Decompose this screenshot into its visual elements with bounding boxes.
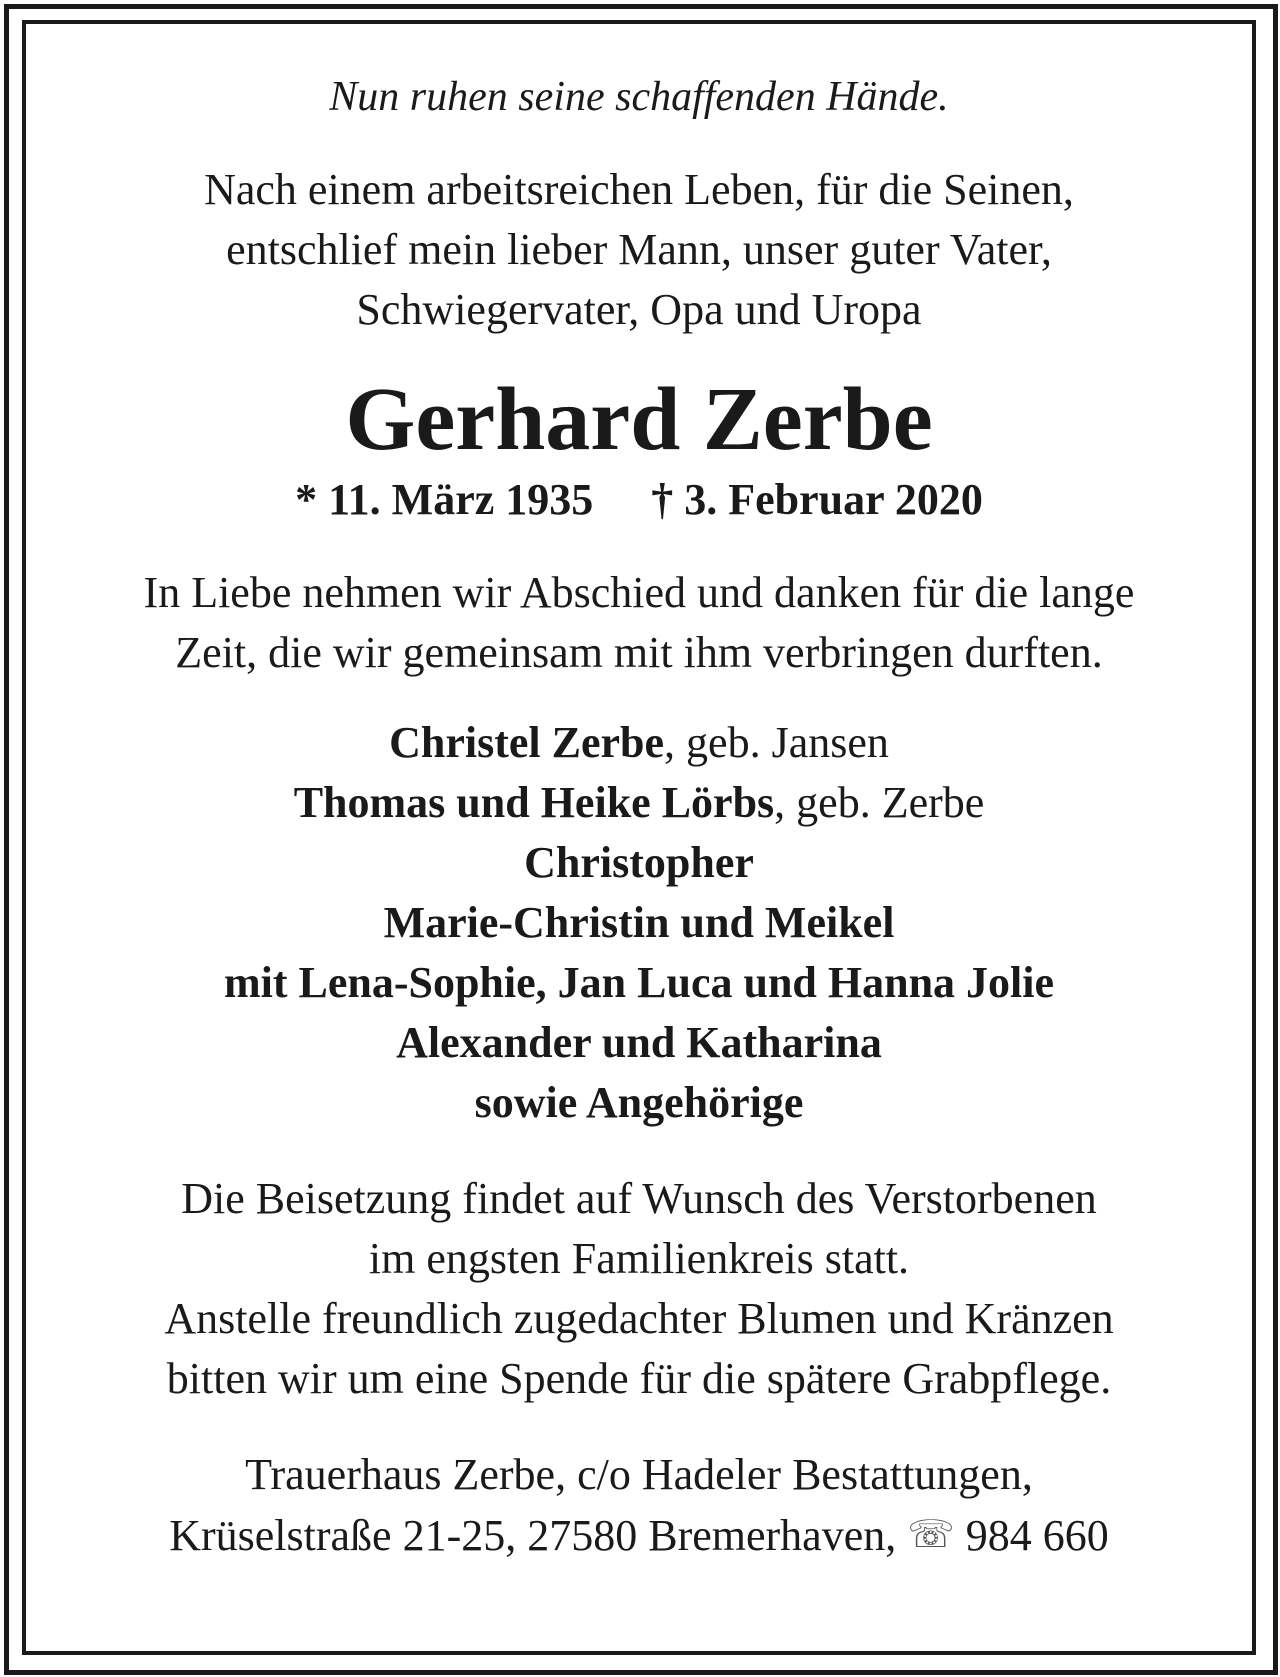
farewell-line: Zeit, die wir gemeinsam mit ihm verbringen durften. [175, 627, 1103, 677]
motto: Nun ruhen seine schaffenden Hände. [329, 74, 949, 120]
address-street: Krüselstraße 21-25, 27580 Bremerhaven, [169, 1510, 897, 1560]
intro-line: entschlief mein lieber Mann, unser guter Vater, [226, 225, 1052, 275]
mourner-name: Marie-Christin und Meikel [383, 897, 895, 947]
mourners-list [26, 713, 1252, 1133]
funeral-notice [26, 1169, 1252, 1409]
mourner-suffix: , geb. Jansen [664, 717, 889, 767]
mourner-name: Christel Zerbe [389, 717, 665, 767]
mourner-entry [26, 1073, 1252, 1133]
notice-line: bitten wir um eine Spende für die spätere Grabpflege. [166, 1353, 1112, 1403]
mourner-entry [26, 833, 1252, 893]
farewell-line: In Liebe nehmen wir Abschied und danken für die lange [143, 567, 1135, 617]
intro-line: Schwiegervater, Opa und Uropa [356, 285, 922, 335]
notice-line: Anstelle freundlich zugedachter Blumen und Kränzen [164, 1293, 1114, 1343]
obituary-content [26, 24, 1252, 1566]
mourner-name: Christopher [524, 837, 754, 887]
mourner-entry [26, 953, 1252, 1013]
intro-line: Nach einem arbeitsreichen Leben, für die Seinen, [204, 165, 1074, 215]
notice-line: im engsten Familienkreis statt. [368, 1233, 910, 1283]
death-date: † 3. Februar 2020 [651, 474, 983, 524]
mourner-entry [26, 773, 1252, 833]
mourner-name: Alexander und Katharina [396, 1017, 882, 1067]
deceased-name: Gerhard Zerbe [345, 370, 933, 470]
life-dates [26, 474, 1252, 527]
mourner-name: mit Lena-Sophie, Jan Luca und Hanna Jolie [223, 957, 1055, 1007]
mourner-suffix: , geb. Zerbe [774, 777, 985, 827]
mourner-name: Thomas und Heike Lörbs [293, 777, 775, 827]
mourner-entry [26, 1013, 1252, 1073]
inner-border [22, 20, 1256, 1655]
farewell-text [26, 563, 1252, 683]
address-line: Trauerhaus Zerbe, c/o Hadeler Bestattungen, [245, 1449, 1033, 1499]
notice-line: Die Beisetzung findet auf Wunsch des Verstorbenen [181, 1173, 1097, 1223]
contact-address [26, 1445, 1252, 1566]
mourner-entry [26, 893, 1252, 953]
birth-date: * 11. März 1935 [295, 474, 594, 524]
mourner-name: sowie Angehörige [474, 1077, 804, 1127]
phone-number: 984 660 [965, 1510, 1109, 1560]
address-line [26, 1505, 1252, 1566]
telephone-icon: ☏ [907, 1513, 955, 1556]
intro-text [26, 160, 1252, 340]
mourner-entry [26, 713, 1252, 773]
